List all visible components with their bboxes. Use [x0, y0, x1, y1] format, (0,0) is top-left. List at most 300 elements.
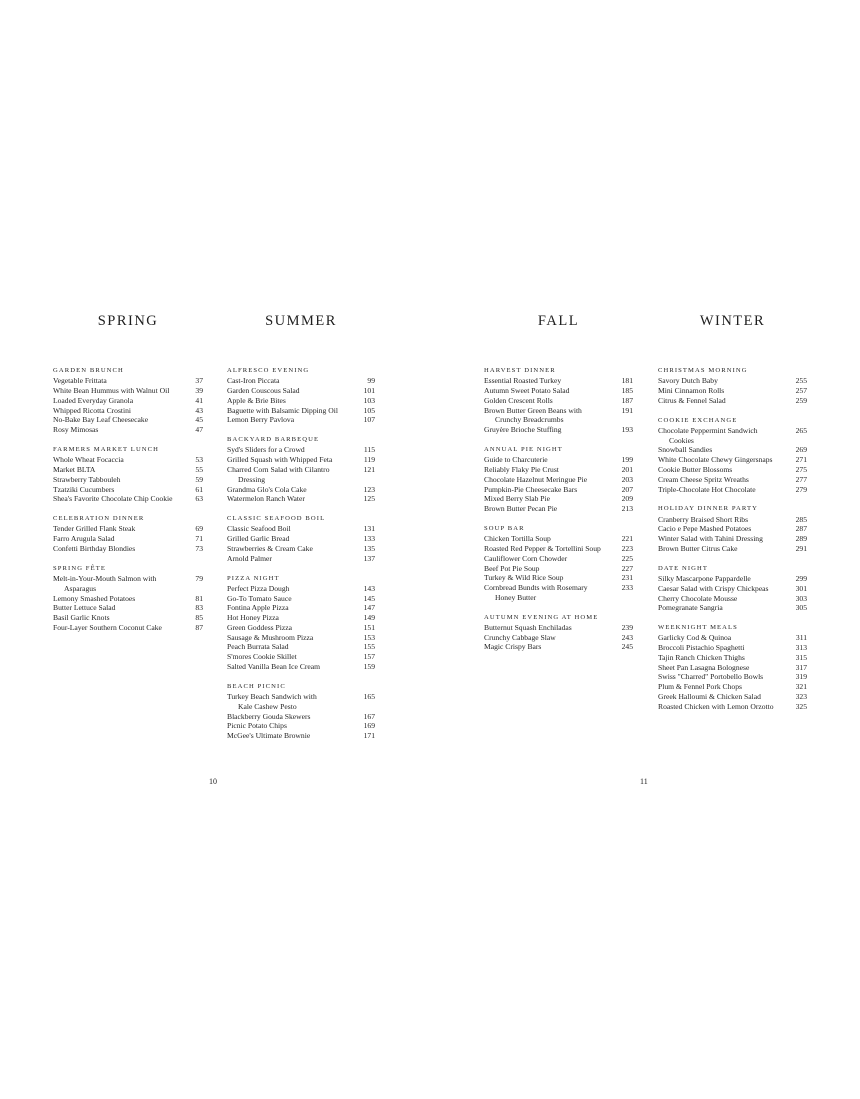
recipe-name-block: [227, 594, 353, 604]
recipe-name-block: [658, 603, 785, 613]
recipe-page-number: 159: [363, 662, 375, 672]
recipe-page-number: 313: [795, 643, 807, 653]
menu-title: COOKIE EXCHANGE: [658, 416, 738, 424]
recipe-name-block: [53, 524, 181, 534]
recipe-entry: [227, 731, 375, 741]
recipe-name: Swiss "Charred" Portobello Bowls: [658, 672, 764, 682]
recipe-name: McGee's Ultimate Brownie: [227, 731, 311, 741]
menu-title: CELEBRATION DINNER: [53, 515, 145, 523]
recipe-entry: [658, 594, 807, 604]
recipe-name-block: [484, 544, 611, 554]
recipe-name: Vegetable Frittata: [53, 376, 107, 386]
recipe-name-block: [227, 494, 353, 504]
recipe-page-number: 143: [363, 583, 375, 593]
menu-section: [658, 366, 807, 406]
recipe-page-number: 83: [195, 603, 203, 613]
recipe-name: Mixed Berry Slab Pie: [484, 494, 551, 504]
recipe-page-number: 221: [621, 534, 633, 544]
recipe-page-number: 265: [795, 425, 807, 435]
recipe-entry: [658, 653, 807, 663]
recipe-name: White Bean Hummus with Walnut Oil: [53, 385, 170, 395]
recipe-name-block: [53, 475, 181, 485]
recipe-page-number: 79: [195, 573, 203, 583]
season-title: FALL: [537, 313, 580, 329]
recipe-page-number: 169: [363, 721, 375, 731]
recipe-name-block: [53, 465, 181, 475]
recipe-name: Confetti Birthday Blondies: [53, 543, 136, 553]
recipe-entry: [227, 712, 375, 722]
column-fall: [484, 0, 633, 800]
recipe-name-block: [53, 544, 181, 554]
recipe-entry: [227, 652, 375, 662]
recipe-name-block: [53, 386, 181, 396]
recipe-name: No-Bake Bay Leaf Cheesecake: [53, 415, 149, 425]
recipe-name-block: [484, 564, 611, 574]
recipe-entry: [227, 642, 375, 652]
recipe-name: Cacio e Pepe Mashed Potatoes: [658, 524, 752, 534]
menu-title: SOUP BAR: [484, 524, 525, 532]
recipe-name: Grilled Squash with Whipped Feta: [227, 455, 333, 465]
recipe-page-number: 201: [621, 464, 633, 474]
menu-list: [227, 366, 375, 751]
column-winter: [658, 0, 807, 800]
recipe-entry: [484, 494, 633, 504]
recipe-page-number: 55: [195, 464, 203, 474]
recipe-page-number: 185: [621, 385, 633, 395]
recipe-entry: [53, 415, 203, 425]
menu-title: HOLIDAY DINNER PARTY: [658, 505, 758, 513]
recipe-name-continued: Dressing: [238, 474, 265, 484]
recipe-page-number: 213: [621, 504, 633, 514]
recipe-page-number: 63: [195, 494, 203, 504]
recipe-entry: [53, 623, 203, 633]
recipe-name-block: [484, 504, 611, 514]
recipe-name-block: [658, 515, 785, 525]
recipe-name-block: [484, 633, 611, 643]
recipe-name-block: [658, 445, 785, 455]
menu-title: BEACH PICNIC: [227, 682, 286, 690]
recipe-name-block: [484, 465, 611, 475]
recipe-name: Garlicky Cod & Quinoa: [658, 633, 732, 643]
recipe-name-continued: Asparagus: [64, 583, 97, 593]
menu-list: [53, 366, 203, 643]
recipe-name: Picnic Potato Chips: [227, 721, 287, 731]
menu-title: FARMERS MARKET LUNCH: [53, 445, 160, 453]
recipe-name: Brown Butter Pecan Pie: [484, 504, 558, 514]
recipe-name-block: [484, 623, 611, 633]
recipe-entry: [658, 515, 807, 525]
recipe-entry: [484, 642, 633, 652]
recipe-entry: [658, 396, 807, 406]
recipe-entry: [227, 633, 375, 643]
recipe-entry: [658, 534, 807, 544]
menu-section: [227, 682, 375, 741]
recipe-name: Gruyère Brioche Stuffing: [484, 425, 562, 435]
recipe-page-number: 119: [363, 455, 375, 465]
season-title: SPRING: [97, 313, 159, 329]
recipe-page-number: 301: [795, 583, 807, 593]
recipe-name: Savory Dutch Baby: [658, 376, 718, 386]
recipe-entry: [53, 425, 203, 435]
recipe-name-block: [227, 534, 353, 544]
recipe-entry: [53, 485, 203, 495]
recipe-name-block: [484, 494, 611, 504]
recipe-entry: [227, 534, 375, 544]
recipe-name-block: [658, 386, 785, 396]
recipe-page-number: 323: [795, 692, 807, 702]
recipe-page-number: 209: [621, 494, 633, 504]
recipe-page-number: 303: [795, 593, 807, 603]
menu-section: [658, 504, 807, 553]
menu-section: [484, 366, 633, 435]
recipe-name: Strawberry Tabbouleh: [53, 474, 121, 484]
recipe-page-number: 207: [621, 484, 633, 494]
recipe-entry: [227, 494, 375, 504]
recipe-name: Cherry Chocolate Mousse: [658, 593, 738, 603]
recipe-name: Green Goddess Pizza: [227, 622, 292, 632]
recipe-name: Sausage & Mushroom Pizza: [227, 632, 314, 642]
recipe-name-block: [53, 574, 181, 594]
recipe-name-block: [658, 534, 785, 544]
recipe-entry: [53, 574, 203, 594]
recipe-page-number: 61: [195, 484, 203, 494]
recipe-name: Cookie Butter Blossoms: [658, 464, 733, 474]
menu-section: [658, 564, 807, 613]
recipe-name: White Chocolate Chewy Gingersnaps: [658, 455, 773, 465]
recipe-name-block: [227, 386, 353, 396]
recipe-page-number: 291: [795, 543, 807, 553]
recipe-entry: [227, 662, 375, 672]
recipe-name-block: [658, 692, 785, 702]
recipe-page-number: 191: [621, 405, 633, 415]
recipe-page-number: 289: [795, 534, 807, 544]
recipe-name-block: [227, 652, 353, 662]
recipe-page-number: 245: [621, 642, 633, 652]
recipe-page-number: 317: [795, 662, 807, 672]
recipe-entry: [53, 594, 203, 604]
recipe-name: Guide to Charcuterie: [484, 455, 548, 465]
recipe-name: Cream Cheese Spritz Wreaths: [658, 474, 749, 484]
recipe-entry: [484, 376, 633, 386]
recipe-entry: [53, 544, 203, 554]
column-spring: [53, 0, 203, 800]
recipe-name-block: [53, 603, 181, 613]
recipe-name-block: [484, 475, 611, 485]
recipe-entry: [227, 692, 375, 712]
recipe-name: Lemony Smashed Potatoes: [53, 593, 136, 603]
recipe-name: Four-Layer Southern Coconut Cake: [53, 622, 162, 632]
recipe-name: Garden Couscous Salad: [227, 385, 300, 395]
recipe-entry: [658, 524, 807, 534]
recipe-entry: [227, 554, 375, 564]
recipe-entry: [658, 663, 807, 673]
menu-title: CHRISTMAS MORNING: [658, 367, 748, 374]
recipe-name-block: [484, 386, 611, 396]
recipe-name: Silky Mascarpone Pappardelle: [658, 573, 751, 583]
recipe-name: Tzatziki Cucumbers: [53, 484, 115, 494]
recipe-name: Winter Salad with Tahini Dressing: [658, 534, 763, 544]
recipe-page-number: 105: [363, 405, 375, 415]
recipe-page-number: 41: [195, 395, 203, 405]
recipe-entry: [484, 465, 633, 475]
recipe-name: Citrus & Fennel Salad: [658, 395, 726, 405]
recipe-name: Triple-Chocolate Hot Chocolate: [658, 484, 756, 494]
recipe-name-block: [484, 642, 611, 652]
recipe-name-block: [53, 455, 181, 465]
recipe-name: Arnold Palmer: [227, 553, 272, 563]
recipe-name-block: [227, 485, 353, 495]
recipe-page-number: 257: [795, 385, 807, 395]
recipe-entry: [484, 573, 633, 583]
recipe-name: Chocolate Peppermint Sandwich: [658, 425, 758, 435]
recipe-name-block: [53, 594, 181, 604]
recipe-entry: [658, 475, 807, 485]
recipe-name: Tajin Ranch Chicken Thighs: [658, 652, 745, 662]
menu-title: ANNUAL PIE NIGHT: [484, 445, 563, 453]
recipe-name: Shea's Favorite Chocolate Chip Cookie: [53, 494, 173, 504]
recipe-entry: [484, 554, 633, 564]
recipe-entry: [658, 643, 807, 653]
recipe-name-block: [53, 425, 181, 435]
recipe-name: Grilled Garlic Bread: [227, 534, 290, 544]
recipe-entry: [53, 603, 203, 613]
recipe-page-number: 87: [195, 622, 203, 632]
recipe-name: Essential Roasted Turkey: [484, 376, 562, 386]
recipe-name: Go-To Tomato Sauce: [227, 593, 292, 603]
recipe-entry: [227, 613, 375, 623]
recipe-entry: [484, 564, 633, 574]
recipe-name-block: [658, 702, 785, 712]
recipe-entry: [658, 603, 807, 613]
recipe-name-block: [658, 376, 785, 386]
season-title: SUMMER: [265, 313, 337, 329]
recipe-name: Turkey Beach Sandwich with: [227, 692, 317, 702]
season-title: WINTER: [699, 313, 766, 329]
recipe-entry: [658, 386, 807, 396]
recipe-name-block: [53, 376, 181, 386]
recipe-page-number: 39: [195, 385, 203, 395]
recipe-page-number: 149: [363, 613, 375, 623]
recipe-name: Crunchy Cabbage Slaw: [484, 632, 556, 642]
recipe-name: Syd's Sliders for a Crowd: [227, 445, 305, 455]
recipe-entry: [484, 406, 633, 426]
recipe-entry: [53, 465, 203, 475]
recipe-entry: [227, 584, 375, 594]
recipe-page-number: 155: [363, 642, 375, 652]
recipe-page-number: 171: [363, 731, 375, 741]
recipe-entry: [658, 692, 807, 702]
recipe-entry: [484, 623, 633, 633]
recipe-entry: [53, 613, 203, 623]
menu-title: HARVEST DINNER: [484, 367, 556, 374]
recipe-name-block: [227, 406, 353, 416]
recipe-name-block: [227, 465, 353, 485]
recipe-name-block: [227, 524, 353, 534]
page-number-left: 10: [209, 777, 217, 786]
recipe-page-number: 165: [363, 692, 375, 702]
recipe-page-number: 69: [195, 524, 203, 534]
recipe-name: Butternut Squash Enchiladas: [484, 622, 572, 632]
recipe-page-number: 131: [363, 524, 375, 534]
recipe-entry: [484, 475, 633, 485]
menu-section: [53, 445, 203, 504]
recipe-entry: [658, 682, 807, 692]
recipe-name: Mini Cinnamon Rolls: [658, 385, 725, 395]
recipe-name-block: [227, 584, 353, 594]
recipe-page-number: 85: [195, 613, 203, 623]
recipe-page-number: 135: [363, 543, 375, 553]
recipe-page-number: 319: [795, 672, 807, 682]
recipe-name: Reliably Flaky Pie Crust: [484, 464, 559, 474]
menu-title: WEEKNIGHT MEALS: [658, 624, 738, 632]
recipe-page-number: 275: [795, 464, 807, 474]
recipe-entry: [658, 633, 807, 643]
recipe-page-number: 271: [795, 455, 807, 465]
recipe-page-number: 181: [621, 376, 633, 386]
recipe-name: Rosy Mimosas: [53, 425, 99, 435]
recipe-name: Melt-in-Your-Mouth Salmon with: [53, 573, 157, 583]
recipe-name-block: [484, 573, 611, 583]
menu-section: [227, 366, 375, 425]
recipe-name: Salted Vanilla Bean Ice Cream: [227, 662, 321, 672]
recipe-entry: [658, 584, 807, 594]
recipe-entry: [53, 494, 203, 504]
recipe-name-block: [658, 594, 785, 604]
recipe-page-number: 325: [795, 701, 807, 711]
recipe-name-block: [484, 583, 611, 603]
recipe-page-number: 203: [621, 474, 633, 484]
recipe-entry: [227, 445, 375, 455]
menu-section: [53, 564, 203, 633]
recipe-name: Charred Corn Salad with Cilantro: [227, 464, 330, 474]
recipe-entry: [658, 426, 807, 446]
recipe-page-number: 199: [621, 455, 633, 465]
recipe-name: Strawberries & Cream Cake: [227, 543, 313, 553]
recipe-name-block: [658, 653, 785, 663]
recipe-name: Roasted Chicken with Lemon Orzotto: [658, 701, 774, 711]
menu-section: [227, 514, 375, 563]
menu-section: [484, 613, 633, 653]
recipe-name: Fontina Apple Pizza: [227, 603, 289, 613]
recipe-name-block: [227, 376, 353, 386]
recipe-name: Blackberry Gouda Skewers: [227, 711, 311, 721]
recipe-page-number: 137: [363, 553, 375, 563]
recipe-page-number: 305: [795, 603, 807, 613]
recipe-name-block: [658, 475, 785, 485]
menu-section: [227, 435, 375, 504]
recipe-entry: [227, 721, 375, 731]
recipe-name-block: [484, 485, 611, 495]
recipe-name-block: [227, 731, 353, 741]
page-number-right: 11: [640, 777, 648, 786]
recipe-page-number: 59: [195, 474, 203, 484]
recipe-entry: [227, 594, 375, 604]
recipe-name-block: [227, 613, 353, 623]
recipe-page-number: 125: [363, 494, 375, 504]
recipe-page-number: 147: [363, 603, 375, 613]
recipe-name: Butter Lettuce Salad: [53, 603, 116, 613]
recipe-page-number: 123: [363, 484, 375, 494]
recipe-page-number: 277: [795, 474, 807, 484]
recipe-name-block: [658, 465, 785, 475]
recipe-name: Whole Wheat Focaccia: [53, 455, 124, 465]
recipe-entry: [227, 455, 375, 465]
menu-title: AUTUMN EVENING AT HOME: [484, 613, 599, 621]
recipe-name-block: [227, 712, 353, 722]
recipe-name: Magic Crispy Bars: [484, 642, 542, 652]
recipe-entry: [484, 485, 633, 495]
recipe-name: Market BLTA: [53, 464, 96, 474]
recipe-name: Grandma Glo's Cola Cake: [227, 484, 307, 494]
recipe-name: Brown Butter Citrus Cake: [658, 543, 738, 553]
recipe-name-block: [227, 692, 353, 712]
recipe-page-number: 53: [195, 455, 203, 465]
recipe-name-block: [227, 544, 353, 554]
recipe-name-block: [227, 445, 353, 455]
recipe-page-number: 133: [363, 534, 375, 544]
recipe-name-block: [658, 485, 785, 495]
recipe-name-continued: Cookies: [669, 435, 694, 445]
recipe-name: Greek Halloumi & Chicken Salad: [658, 692, 761, 702]
recipe-name: S'mores Cookie Skillet: [227, 652, 297, 662]
recipe-page-number: 81: [195, 593, 203, 603]
recipe-name-block: [484, 534, 611, 544]
recipe-name-block: [658, 663, 785, 673]
recipe-name: Snowball Sandies: [658, 445, 713, 455]
recipe-name: Cast-Iron Piccata: [227, 376, 280, 386]
recipe-name: Apple & Brie Bites: [227, 395, 286, 405]
recipe-page-number: 279: [795, 484, 807, 494]
recipe-name-block: [658, 672, 785, 682]
recipe-entry: [658, 376, 807, 386]
recipe-entry: [227, 396, 375, 406]
recipe-page-number: 101: [363, 385, 375, 395]
recipe-entry: [658, 485, 807, 495]
recipe-name-block: [53, 396, 181, 406]
recipe-page-number: 231: [621, 573, 633, 583]
recipe-name-continued: Crunchy Breadcrumbs: [495, 415, 564, 425]
recipe-name: Broccoli Pistachio Spaghetti: [658, 643, 745, 653]
recipe-entry: [227, 485, 375, 495]
recipe-entry: [227, 386, 375, 396]
recipe-name: Plum & Fennel Pork Chops: [658, 682, 742, 692]
menu-title: DATE NIGHT: [658, 564, 709, 572]
recipe-entry: [227, 524, 375, 534]
recipe-name-block: [227, 642, 353, 652]
recipe-page-number: 311: [795, 633, 807, 643]
recipe-entry: [484, 455, 633, 465]
menu-section: [227, 574, 375, 672]
recipe-page-number: 115: [363, 445, 375, 455]
recipe-page-number: 157: [363, 652, 375, 662]
recipe-name-block: [658, 524, 785, 534]
recipe-name: Peach Burrata Salad: [227, 642, 289, 652]
recipe-name: Pomegranate Sangria: [658, 603, 723, 613]
recipe-name: Loaded Everyday Granola: [53, 395, 134, 405]
recipe-entry: [658, 672, 807, 682]
menu-section: [658, 416, 807, 495]
recipe-name-block: [53, 494, 181, 504]
recipe-name-block: [227, 623, 353, 633]
menu-section: [658, 623, 807, 712]
recipe-page-number: 121: [363, 464, 375, 474]
recipe-entry: [658, 455, 807, 465]
recipe-name-block: [227, 554, 353, 564]
recipe-page-number: 321: [795, 682, 807, 692]
recipe-name-block: [484, 425, 611, 435]
menu-list: [484, 366, 633, 662]
recipe-name: Farro Arugula Salad: [53, 534, 115, 544]
